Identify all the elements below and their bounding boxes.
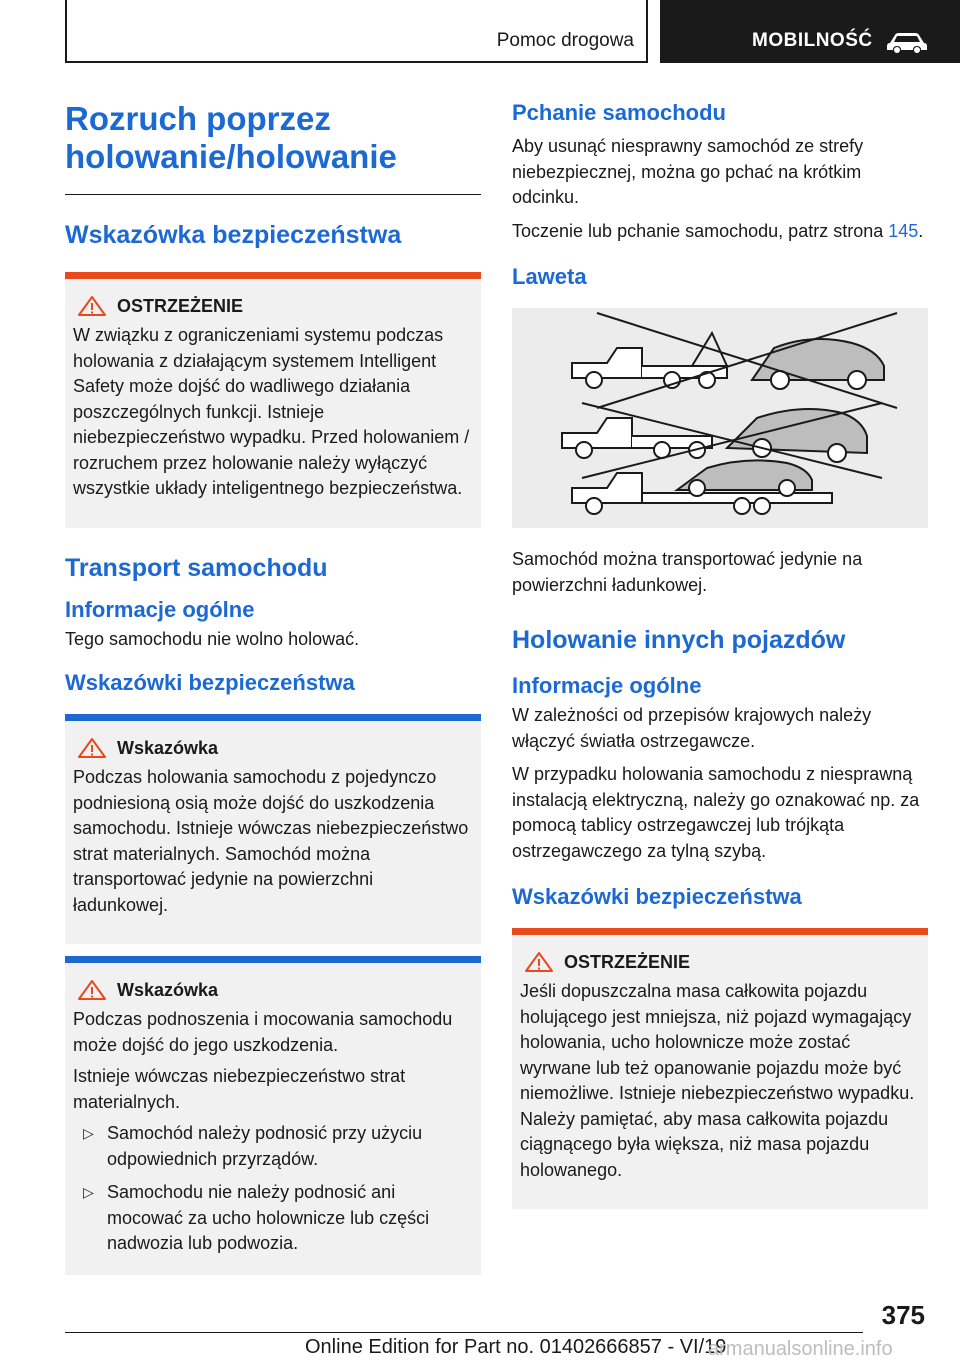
header-chapter-title: MOBILNOŚĆ: [752, 30, 873, 51]
right-column: [512, 100, 928, 1209]
pushing-text-1: Aby usunąć niesprawny samochód ze strefy niebezpiecznej, można go pchać na krótkim odcinku.: [512, 136, 864, 207]
tow-truck-illustration: [512, 308, 928, 528]
footer-divider: [65, 1332, 863, 1333]
notice-box-1-title: Wskazówka: [117, 737, 219, 758]
footer-edition: Online Edition for Part no. 01402666857 - VI/19: [305, 1336, 727, 1358]
notice-box-1: [65, 714, 481, 944]
car-icon: [886, 31, 928, 53]
pushing-text-2-pre: Toczenie lub pchanie samochodu, patrz strona: [512, 220, 889, 241]
list-item-text: Samochód należy podnosić przy użyciu odpowiednich przyrządów.: [107, 1123, 423, 1169]
triangle-bullet-icon: ▷: [83, 1184, 94, 1200]
header-section-box: [65, 0, 648, 63]
general-info-heading: Informacje ogólne: [65, 596, 255, 622]
warning-box-1-title: OSTRZEŻENIE: [117, 295, 244, 316]
notice-box-2-list: [73, 1121, 473, 1257]
notice-box-2-text-1: Podczas podnoszenia i mocowania samochodu może dojść do jego uszkodzenia.: [73, 1009, 453, 1055]
header-section-title: Pomoc drogowa: [496, 30, 634, 51]
other-text-1: W zależności od przepisów krajowych należy włączyć światła ostrzegawcze.: [512, 705, 872, 751]
page-title: Rozruch poprzez holowanie/holowanie: [65, 100, 397, 175]
list-item: [73, 1121, 473, 1172]
notice-box-1-title-row: [73, 737, 473, 759]
transport-heading: Transport samochodu: [65, 553, 328, 582]
warning-triangle-icon: [77, 737, 107, 759]
notice-box-2-title: Wskazówka: [117, 979, 219, 1000]
safety-notes-heading: Wskazówki bezpieczeństwa: [65, 670, 355, 695]
warning-triangle-icon: [77, 295, 107, 317]
safety-heading: Wskazówka bezpieczeństwa: [65, 221, 402, 249]
warning-box-2-title: OSTRZEŻENIE: [564, 951, 691, 972]
page-reference-link[interactable]: 145: [888, 220, 919, 241]
warning-box-1: [65, 272, 481, 528]
pushing-text-2-post: .: [918, 220, 924, 241]
warning-box-2-text: Jeśli dopuszczalna masa całkowita pojazdu holującego jest mniejsza, niż pojazd wymagający holowania, ucho holownicze może zostać wyrwane lub też opanowanie pojazdu może być niemożliwe. Istnieje niebezpieczeństwo wypadku. Należy pamiętać, aby masa całkowita pojazdu ciągnącego była większa, niż masa pojazdu holowanego.: [520, 981, 915, 1180]
list-item: [73, 1180, 473, 1257]
title-divider: [65, 194, 481, 195]
tow-truck-text: Samochód można transportować jedynie na powierzchni ładunkowej.: [512, 549, 863, 595]
warning-triangle-icon: [77, 979, 107, 1001]
general-info-text: Tego samochodu nie wolno holować.: [65, 628, 360, 649]
warning-box-2-title-row: [520, 951, 920, 973]
page-number: 375: [881, 1300, 925, 1330]
pushing-text-2: [512, 219, 928, 245]
left-column: [65, 100, 481, 1275]
other-safety-heading: Wskazówki bezpieczeństwa: [512, 884, 802, 909]
warning-triangle-icon: [524, 951, 554, 973]
notice-box-2: [65, 956, 481, 1275]
warning-box-1-text: W związku z ograniczeniami systemu podczas holowania z działającym systemem Intelligent Safety może dojść do wadliwego działania poszczególnych funkcji. Istnieje niebezpieczeństwo wypadku. Przed holowaniem / rozruchem przez holowanie należy wyłączyć wszystkie układy inteligentnego bezpieczeństwa.: [73, 325, 470, 498]
other-general-heading: Informacje ogólne: [512, 673, 702, 698]
triangle-bullet-icon: ▷: [83, 1125, 94, 1141]
notice-box-2-text-2: Istnieje wówczas niebezpieczeństwo strat materialnych.: [73, 1066, 406, 1112]
other-vehicles-heading: Holowanie innych pojazdów: [512, 626, 846, 654]
other-text-2: W przypadku holowania samochodu z niesprawną instalacją elektryczną, należy go oznakować np. za pomocą tablicy ostrzegawczej lub trójkąta ostrzegawczego za tylną szybą.: [512, 764, 920, 861]
tow-truck-heading: Laweta: [512, 264, 587, 289]
footer-watermark: armanualsonline.info: [708, 1338, 893, 1360]
header-chapter-box: [660, 0, 960, 63]
warning-box-1-title-row: [73, 295, 473, 317]
notice-box-2-title-row: [73, 979, 473, 1001]
warning-box-2: [512, 928, 928, 1209]
pushing-heading: Pchanie samochodu: [512, 100, 726, 125]
list-item-text: Samochodu nie należy podnosić ani mocować za ucho holownicze lub części nadwozia lub podwozia.: [107, 1182, 430, 1253]
notice-box-1-text: Podczas holowania samochodu z pojedynczo podniesioną osią może dojść do uszkodzenia samochodu. Istnieje wówczas niebezpieczeństwo strat materialnych. Samochód można transportować jedynie na powierzchni ładunkowej.: [73, 767, 469, 915]
